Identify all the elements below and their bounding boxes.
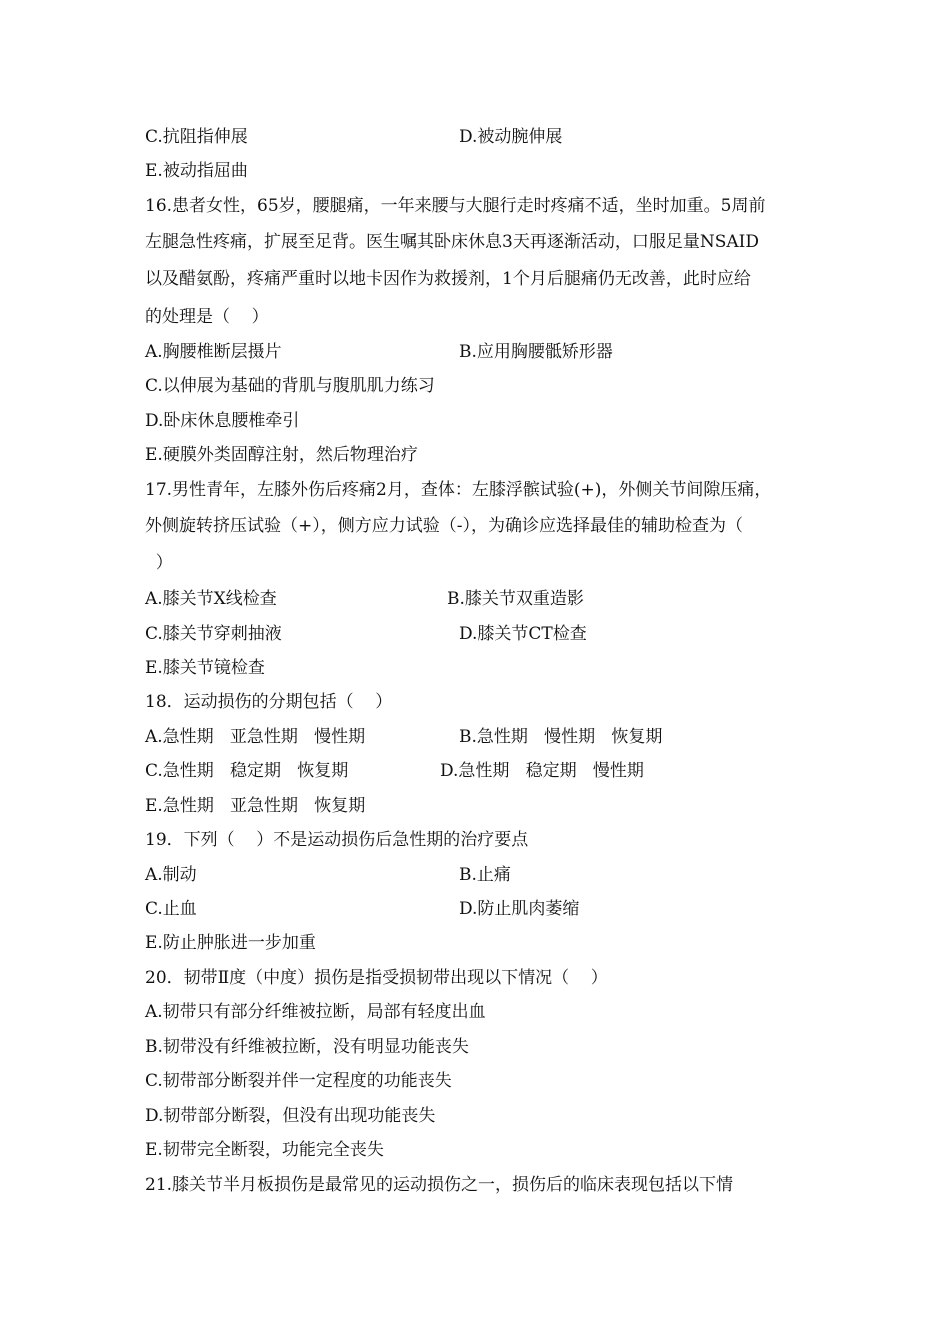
- option-line: A.制动: [145, 865, 197, 885]
- option-line: B.止痛: [459, 865, 511, 885]
- option-line: A.急性期 亚急性期 慢性期: [145, 727, 366, 747]
- option-line: B.急性期 慢性期 恢复期: [459, 727, 663, 747]
- option-line: A.胸腰椎断层摄片: [145, 342, 282, 362]
- question-line: 18．运动损伤的分期包括（ ）: [145, 692, 393, 712]
- option-line: B.膝关节双重造影: [447, 589, 584, 609]
- option-line: D.被动腕伸展: [459, 127, 563, 147]
- question-line: 左腿急性疼痛，扩展至足背。医生嘱其卧床休息3天再逐渐活动，口服足量NSAID: [145, 232, 759, 252]
- question-line: 19．下列（ ）不是运动损伤后急性期的治疗要点: [145, 830, 529, 850]
- option-line: A.膝关节X线检查: [145, 589, 277, 609]
- question-line: 20．韧带Ⅱ度（中度）损伤是指受损韧带出现以下情况（ ）: [145, 968, 608, 988]
- question-line: 的处理是（ ）: [145, 307, 269, 327]
- question-line: 21.膝关节半月板损伤是最常见的运动损伤之一，损伤后的临床表现包括以下情: [145, 1175, 734, 1195]
- option-line: B.韧带没有纤维被拉断，没有明显功能丧失: [145, 1037, 469, 1057]
- option-line: E.膝关节镜检查: [145, 658, 265, 678]
- option-line: B.应用胸腰骶矫形器: [459, 342, 613, 362]
- question-line: 外侧旋转挤压试验（+），侧方应力试验（-），为确诊应选择最佳的辅助检查为（: [145, 516, 743, 536]
- option-line: A.韧带只有部分纤维被拉断，局部有轻度出血: [145, 1002, 486, 1022]
- question-line: 17.男性青年，左膝外伤后疼痛2月，查体：左膝浮髌试验(+)，外侧关节间隙压痛，: [145, 480, 772, 500]
- question-line: 以及醋氨酚，疼痛严重时以地卡因作为救援剂，1个月后腿痛仍无改善，此时应给: [145, 269, 751, 289]
- option-line: C.以伸展为基础的背肌与腹肌肌力练习: [145, 376, 435, 396]
- option-line: E.防止肿胀进一步加重: [145, 933, 316, 953]
- option-line: D.膝关节CT检查: [459, 624, 587, 644]
- option-line: D.韧带部分断裂，但没有出现功能丧失: [145, 1106, 436, 1126]
- option-line: C.急性期 稳定期 恢复期: [145, 761, 349, 781]
- option-line: C.膝关节穿刺抽液: [145, 624, 282, 644]
- option-line: D.卧床休息腰椎牵引: [145, 411, 300, 431]
- option-line: E.韧带完全断裂，功能完全丧失: [145, 1140, 384, 1160]
- option-line: C.抗阻指伸展: [145, 127, 248, 147]
- option-line: E.被动指屈曲: [145, 161, 248, 181]
- option-line: D.防止肌肉萎缩: [459, 899, 580, 919]
- option-line: D.急性期 稳定期 慢性期: [440, 761, 644, 781]
- option-line: C.韧带部分断裂并伴一定程度的功能丧失: [145, 1071, 452, 1091]
- question-line: ）: [145, 553, 173, 573]
- option-line: E.急性期 亚急性期 恢复期: [145, 796, 366, 816]
- question-line: 16.患者女性，65岁，腰腿痛，一年来腰与大腿行走时疼痛不适，坐时加重。5周前: [145, 196, 766, 216]
- option-line: E.硬膜外类固醇注射，然后物理治疗: [145, 445, 418, 465]
- option-line: C.止血: [145, 899, 197, 919]
